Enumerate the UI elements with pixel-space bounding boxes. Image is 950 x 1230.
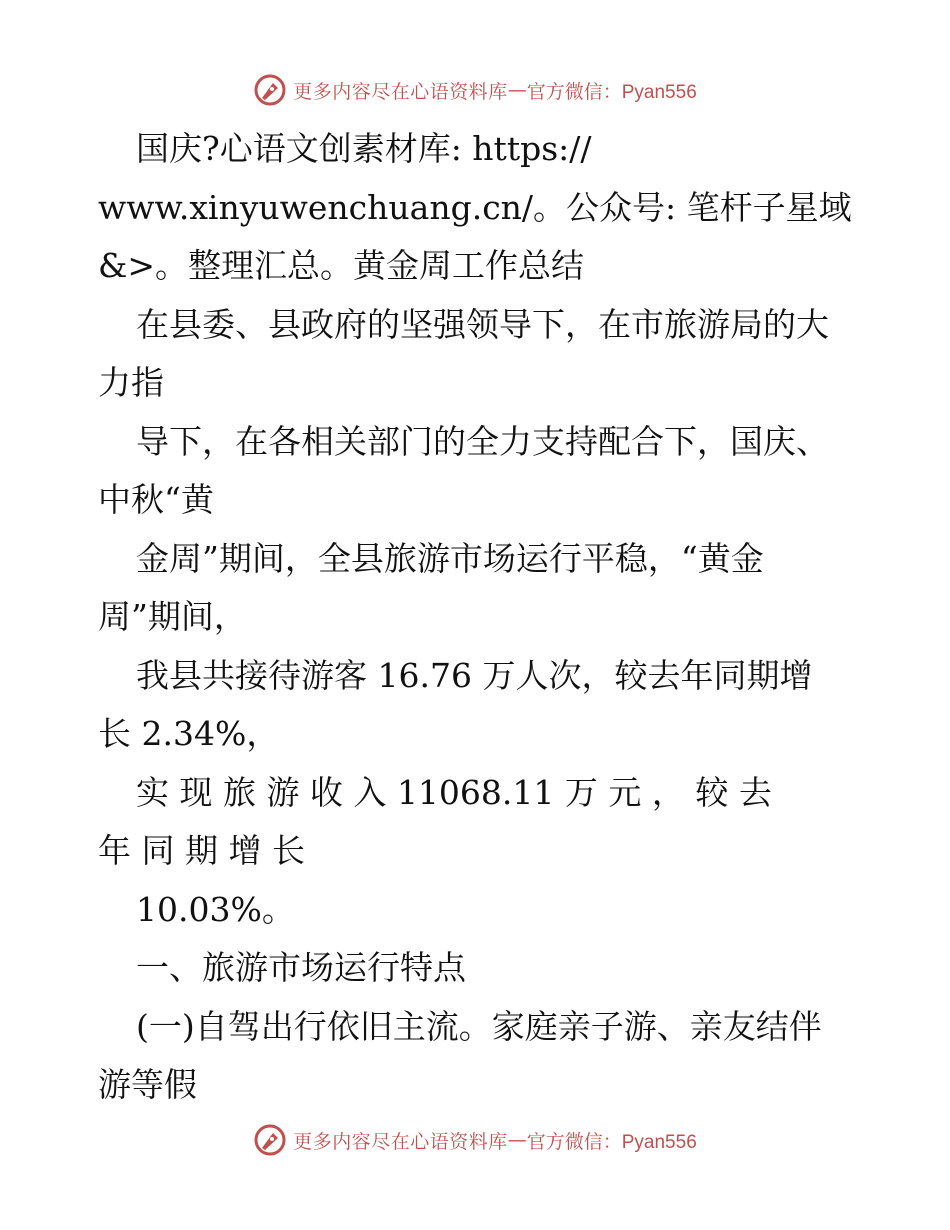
body-line: 10.03%。: [136, 889, 295, 929]
footer-banner-separator: —: [507, 1129, 527, 1151]
body-line: 游等假: [98, 1065, 197, 1104]
body-line: 我县共接待游客 16.76 万人次，较去年同期增: [136, 655, 813, 695]
footer-banner-text: 更多内容尽在心语资料库: [293, 1130, 508, 1153]
pen-nib-logo-icon: [253, 73, 287, 107]
header-banner: [0, 70, 950, 110]
body-line: (一)自驾出行依旧主流。家庭亲子游、亲友结伴: [136, 1006, 822, 1046]
pen-nib-logo-icon: [253, 1123, 287, 1157]
body-line: 年 同 期 增 长: [98, 831, 305, 870]
body-line: 中秋“黄: [98, 480, 214, 519]
section-heading: 一、旅游市场运行特点: [136, 948, 466, 987]
body-line: 国庆?心语文创素材库: https://: [136, 129, 592, 168]
body-line: 实 现 旅 游 收 入 11068.11 万 元 ， 较 去: [136, 772, 772, 812]
body-line: www.xinyuwenchuang.cn/。公众号: 笔杆子星域: [98, 187, 852, 227]
footer-banner: [0, 1120, 950, 1160]
document-body: [98, 120, 858, 1115]
body-line: 金周”期间，全县旅游市场运行平稳，“黄金: [136, 538, 764, 578]
body-line: 力指: [98, 363, 164, 402]
body-line: &>。整理汇总。黄金周工作总结: [98, 246, 585, 285]
body-line: 导下，在各相关部门的全力支持配合下，国庆、: [136, 421, 829, 461]
header-banner-separator: —: [507, 79, 527, 101]
body-line: 在县委、县政府的坚强领导下，在市旅游局的大: [136, 304, 829, 344]
body-line: 长 2.34%，: [98, 714, 280, 753]
footer-banner-tail: 官方微信：Pyan556: [526, 1131, 697, 1153]
header-banner-text: 更多内容尽在心语资料库: [293, 80, 508, 103]
body-line: 周”期间，: [98, 597, 247, 636]
header-banner-tail: 官方微信：Pyan556: [526, 81, 697, 103]
